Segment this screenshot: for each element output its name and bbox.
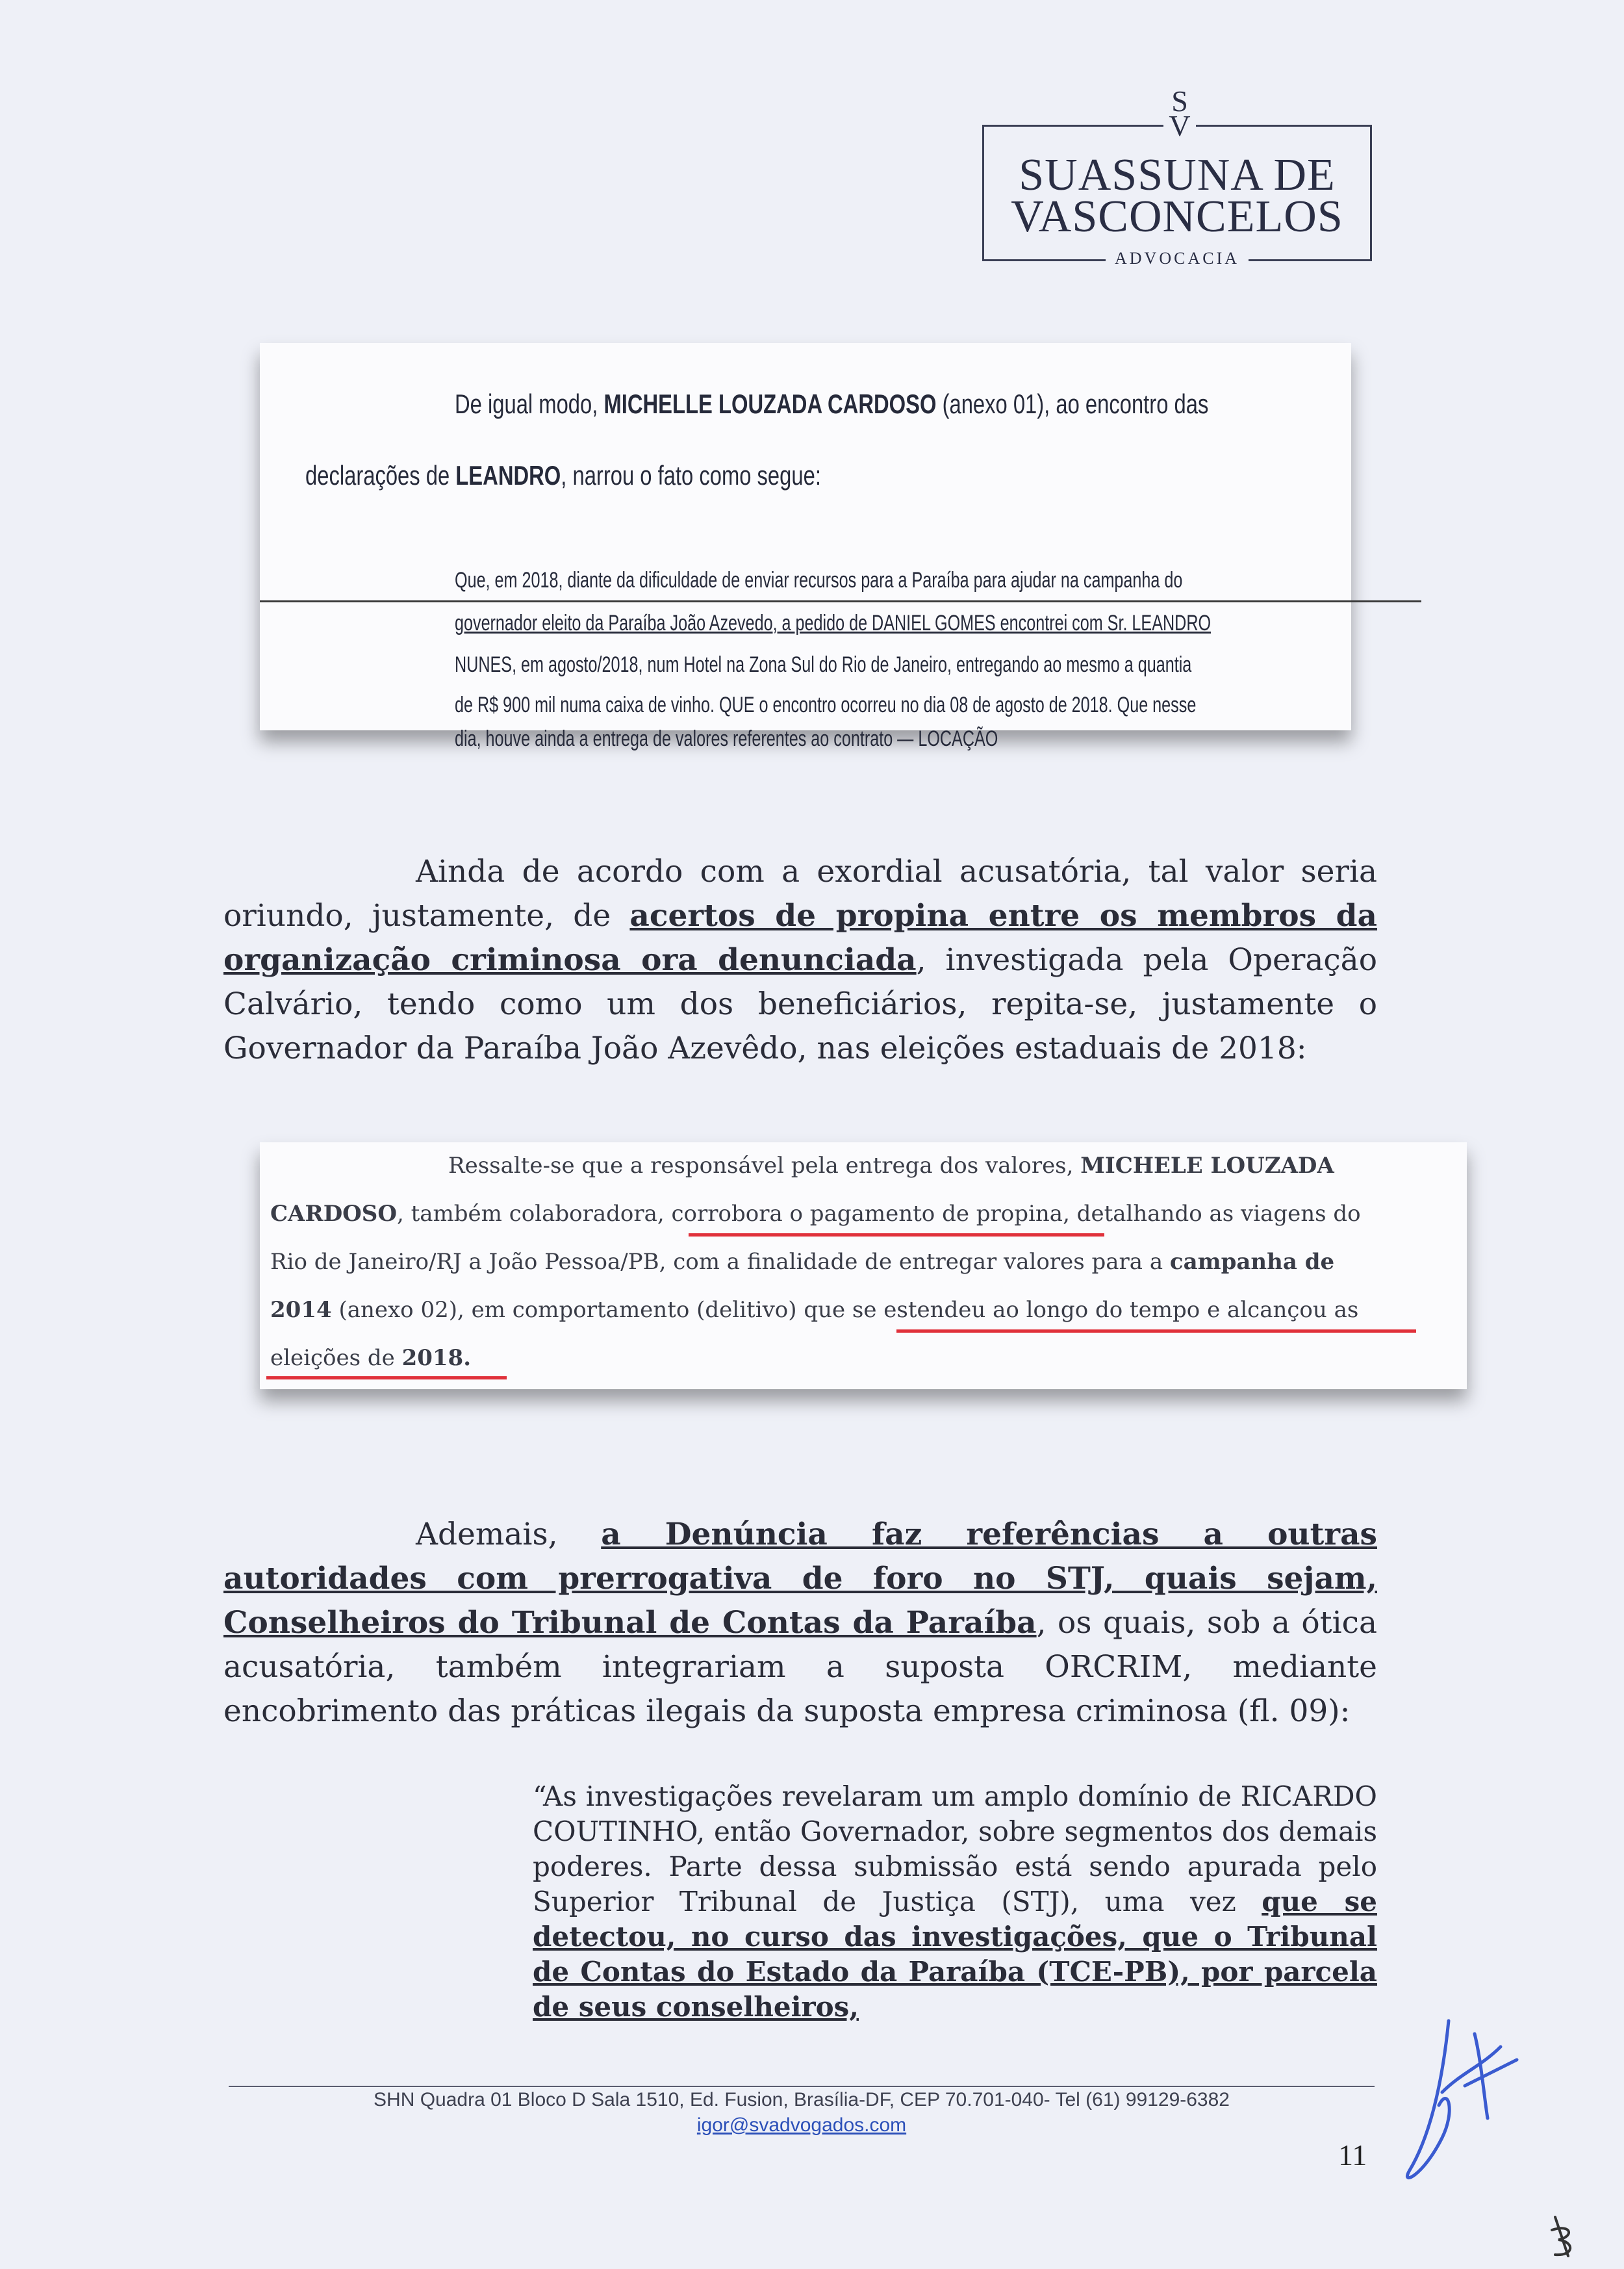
paragraph1-highlight: acertos de propina entre os membros da organização criminosa ora denunciada xyxy=(223,898,1378,978)
footer-divider xyxy=(229,2086,1375,2087)
excerpt2-line-1: Ressalte-se que a responsável pela entrega dos valores, MICHELE LOUZADA xyxy=(448,1153,1334,1179)
logo-line-1: SUASSUNA DE xyxy=(1019,150,1336,200)
excerpt1-line-2: declarações de LEANDRO, narrou o fato como segue: xyxy=(305,460,821,491)
excerpt-image-2 xyxy=(260,1142,1467,1389)
logo-monogram: S V xyxy=(1163,89,1196,138)
handwritten-signature xyxy=(1403,2008,1520,2177)
block-quote: “As investigações revelaram um amplo domínio de RICARDO COUTINHO, então Governador, sobre segmentos dos demais poderes. Parte dessa submissão está sendo apurada pelo Superior Tribunal de Justiça (STJ), uma vez que se detectou, no curso das investigações, que o Tribunal de Contas do Estado da Paraíba (TCE-PB), por parcela de seus conselheiros, xyxy=(533,1780,1377,2023)
excerpt1-quote-line-2: governador eleito da Paraíba João Azevedo, a pedido de DANIEL GOMES encontrei com Sr. LEANDRO xyxy=(455,611,1212,635)
excerpt1-quote-line-1: Que, em 2018, diante da dificuldade de enviar recursos para a Paraíba para ajudar na campanha do xyxy=(455,568,1183,593)
handwritten-initial xyxy=(1542,2211,1581,2263)
excerpt1-quote-line-4: de R$ 900 mil numa caixa de vinho. QUE o encontro ocorreu no dia 08 de agosto de 2018. Que nesse xyxy=(455,693,1197,717)
footer-email-link[interactable]: igor@svadvogados.com xyxy=(696,2114,907,2136)
paragraph2-highlight: a Denúncia faz referências a outras autoridades com prerrogativa de foro no STJ, quais sejam, Conselheiros do Tribunal de Contas da Paraíba xyxy=(223,1517,1377,1641)
excerpt2-line-2: CARDOSO, também colaboradora, corrobora o pagamento de propina, detalhando as viagens do xyxy=(270,1201,1361,1227)
red-underline-1 xyxy=(689,1233,1104,1237)
excerpt1-underline xyxy=(260,600,1421,602)
logo-line-2: VASCONCELOS xyxy=(1011,192,1343,242)
excerpt2-line-4: 2014 (anexo 02), em comportamento (delitivo) que se estendeu ao longo do tempo e alcançou as xyxy=(270,1297,1359,1323)
excerpt2-line-5: eleições de 2018. xyxy=(270,1345,472,1371)
quote-highlight: que se detectou, no curso das investigações, que o Tribunal de Contas do Estado da Paraíba (TCE-PB), por parcela de seus conselheiros, xyxy=(533,1886,1377,2023)
excerpt-image-1 xyxy=(260,343,1351,751)
firm-logo xyxy=(982,84,1372,268)
page-number: 11 xyxy=(1338,2138,1367,2172)
excerpt1-line-1: De igual modo, MICHELLE LOUZADA CARDOSO (anexo 01), ao encontro das xyxy=(455,389,1209,419)
logo-line-3: ADVOCACIA xyxy=(984,249,1370,268)
excerpt1-quote-line-5: dia, houve ainda a entrega de valores referentes ao contrato — LOCAÇÃO xyxy=(455,726,998,751)
excerpt1-quote-line-3: NUNES, em agosto/2018, num Hotel na Zona Sul do Rio de Janeiro, entregando ao mesmo a quantia xyxy=(455,652,1192,677)
body-paragraph-2: Ademais, a Denúncia faz referências a outras autoridades com prerrogativa de foro no STJ, quais sejam, Conselheiros do Tribunal de Contas da Paraíba, os quais, sob a ótica acusatória, também integrariam a suposta ORCRIM, mediante encobrimento das práticas ilegais da suposta empresa criminosa (fl. 09): xyxy=(223,1517,1377,1729)
excerpt2-line-3: Rio de Janeiro/RJ a João Pessoa/PB, com a finalidade de entregar valores para a campanha de xyxy=(270,1249,1335,1275)
red-underline-3 xyxy=(266,1376,507,1379)
footer-address: SHN Quadra 01 Bloco D Sala 1510, Ed. Fusion, Brasília-DF, CEP 70.701-040- Tel (61) 99129-6382 xyxy=(374,2089,1230,2110)
body-paragraph-1: Ainda de acordo com a exordial acusatória, tal valor seria oriundo, justamente, de acertos de propina entre os membros da organização criminosa ora denunciada, investigada pela Operação Calvário, tendo como um dos beneficiários, repita-se, justamente o Governador da Paraíba João Azevêdo, nas eleições estaduais de 2018: xyxy=(223,854,1378,1066)
red-underline-2 xyxy=(896,1329,1416,1333)
